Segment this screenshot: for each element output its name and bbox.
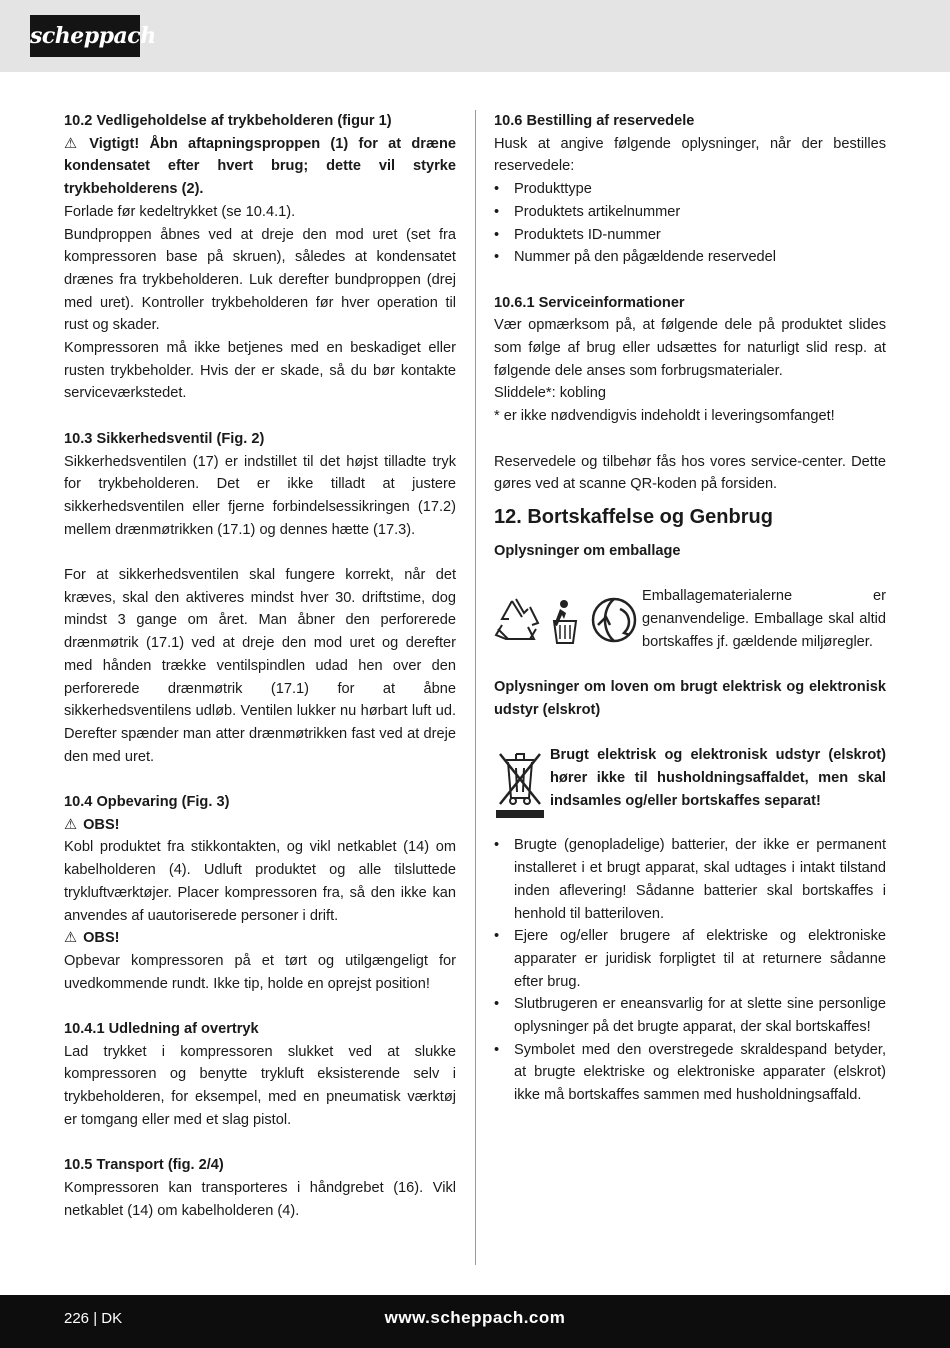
section-12-heading: 12. Bortskaffelse og Genbrug xyxy=(494,505,773,528)
section-10-6-heading: 10.6 Bestilling af reservedele xyxy=(494,113,695,129)
list-item: • Produktets artikelnummer xyxy=(494,201,886,224)
section-10-2-text-3: Kompressoren må ikke betjenes med en beskadiget eller rusten trykbeholder. Hvis der er skade, så du bør kontakte serviceværkstedet. xyxy=(64,340,456,402)
list-item: • Ejere og/eller brugere af elektriske og elektroniske apparater er juridisk forpligtet til at returnere sådanne efter brug. xyxy=(494,925,886,993)
recycle-icon xyxy=(496,599,538,639)
warning-triangle-icon: ⚠ xyxy=(64,135,78,152)
weee-heading: Oplysninger om loven om brugt elektrisk og elektronisk udstyr (elskrot) xyxy=(494,679,886,719)
section-10-6-text: Husk at angive følgende oplysninger, når der bestilles reservedele: xyxy=(494,135,886,175)
right-column xyxy=(494,110,886,1107)
list-item: • Brugte (genopladelige) batterier, der ikke er permanent installeret i et brugt apparat, skal udtages i intakt tilstand inden aflevering! Sådanne batterier skal bortskaffes i henhold til batteriloven. xyxy=(494,834,886,925)
packaging-text: Emballagematerialerne er genanvendelige. Emballage skal altid bortskaffes jf. gældende miljøregler. xyxy=(642,588,886,650)
section-10-4-obs-2: ⚠ OBS! xyxy=(64,927,456,950)
section-10-5-heading: 10.5 Transport (fig. 2/4) xyxy=(64,1157,224,1174)
weee-list xyxy=(494,834,886,1106)
weee-block xyxy=(494,744,886,834)
list-item: • Symbolet med den overstregede skraldespand betyder, at brugte elektriske og elektroniske apparater (elskrot) ikke må bortskaffes sammen med husholdningsaffald. xyxy=(494,1039,886,1107)
packaging-heading: Oplysninger om emballage xyxy=(494,542,681,559)
section-10-2-heading: 10.2 Vedligeholdelse af trykbeholderen (figur 1) xyxy=(64,113,392,129)
weee-text: Brugt elektrisk og elektronisk udstyr (elskrot) hører ikke til husholdningsaffaldet, men skal indsamles og/eller bortskaffes separat! xyxy=(550,747,886,809)
section-10-2-text-2: Bundproppen åbnes ved at dreje den mod uret (set fra kompressoren base på skruen), således at kondensatet drænes fra trykbeholderen. Luk derefter bundproppen (drej med uret). Kontroller trykbeholderen før hver operation til rust og skader. xyxy=(64,226,456,334)
section-10-4-obs-1: ⚠ OBS! xyxy=(64,814,456,837)
section-10-4-heading: 10.4 Opbevaring (Fig. 3) xyxy=(64,794,230,811)
packaging-block xyxy=(494,585,886,676)
section-10-4-1-heading: 10.4.1 Udledning af overtryk xyxy=(64,1021,259,1038)
left-column xyxy=(64,110,456,1222)
page-header xyxy=(0,0,950,72)
tidyman-icon xyxy=(554,600,576,643)
list-item: • Slutbrugeren er eneansvarlig for at slette sine personlige oplysninger på det brugte apparat, der skal bortskaffes! xyxy=(494,993,886,1038)
section-10-6-1-text-3: * er ikke nødvendigvis indeholdt i leveringsomfanget! xyxy=(494,408,835,425)
section-10-4-text-2: Opbevar kompressoren på et tørt og utilgængeligt for uvedkommende rundt. Ikke tip, holde en oprejst position! xyxy=(64,952,456,992)
section-10-2-text-1: Forlade før kedeltrykket (se 10.4.1). xyxy=(64,203,296,220)
section-10-6-1-heading: 10.6.1 Serviceinformationer xyxy=(494,294,685,311)
section-10-4-text-1: Kobl produktet fra stikkontakten, og vikl netkablet (14) om kabelholderen (4). Udluft produktet og alle tilsluttede trykluftværktøjer. Placer kompressoren fra, så den ikke kan anvendes af uautoriserede personer i drift. xyxy=(64,839,456,924)
section-10-3-heading: 10.3 Sikkerhedsventil (Fig. 2) xyxy=(64,430,265,447)
spare-parts-list xyxy=(494,178,886,269)
warning-triangle-icon: ⚠ xyxy=(64,816,78,833)
scheppach-logo: scheppach xyxy=(30,15,140,57)
section-10-2-warning: ⚠ Vigtigt! Åbn aftapningsproppen (1) for at dræne kondensatet efter hvert brug; dette vil styrke trykbeholderens (2). xyxy=(64,133,456,201)
page-footer xyxy=(0,1295,950,1348)
section-10-6-1-text-1: Vær opmærksom på, at følgende dele på produktet slides som følge af brug eller udsættes for naturligt slid resp. at følgende dele anses som forbrugsmaterialer. xyxy=(494,317,886,379)
column-divider xyxy=(475,110,476,1265)
crossed-bin-icon xyxy=(494,748,546,820)
section-10-3-text-2: For at sikkerhedsventilen skal fungere korrekt, når det kræves, skal den aktiveres mindst hver 30. driftstime, dog mindst 3 gange om året. Man åbner den perforerede drænmøtrik (17.1) ved at dreje den mod uret og derefter med hånden trække ventilspindlen udad hen over den perforerede drænmøtrik (17.1) for at åbne sikkerhedsventilens udløb. Ventilen lukker nu hørbart luft ud. Derefter spænder man atter drænmøtrikken fast ved at dreje den med uret. xyxy=(64,567,456,765)
section-10-5-text: Kompressoren kan transporteres i håndgrebet (16). Vikl netkablet (14) om kabelholderen (4). xyxy=(64,1179,456,1219)
section-10-3-text-1: Sikkerhedsventilen (17) er indstillet til det højst tilladte tryk for trykbeholderen. Det er ikke tilladt at justere sikkerhedsventilen eller fjerne forbindelsessikringen (17.2) mellem drænmøtrikken (17.1) og dennes hætte (17.3). xyxy=(64,453,456,538)
green-dot-icon xyxy=(593,599,635,641)
section-10-4-1-text: Lad trykket i kompressoren slukket ved at slukke kompressoren og benytte trykluft eksisterende selv i trykbeholderen, for eksempel, med en pneumatisk værktøj er tomgang eller med et slag pistol. xyxy=(64,1043,456,1128)
list-item: • Produktets ID-nummer xyxy=(494,224,886,247)
list-item: • Produkttype xyxy=(494,178,886,201)
list-item: • Nummer på den pågældende reservedel xyxy=(494,246,886,269)
page-number: 226 | DK xyxy=(64,1310,123,1327)
packaging-icons xyxy=(494,595,640,645)
warning-triangle-icon: ⚠ xyxy=(64,930,78,947)
website-link[interactable]: www.scheppach.com xyxy=(384,1308,566,1327)
section-10-6-1-text-2: Sliddele*: kobling xyxy=(494,385,606,402)
section-10-6-1-text-4: Reservedele og tilbehør fås hos vores service-center. Dette gøres ved at scanne QR-koden på forsiden. xyxy=(494,453,886,493)
